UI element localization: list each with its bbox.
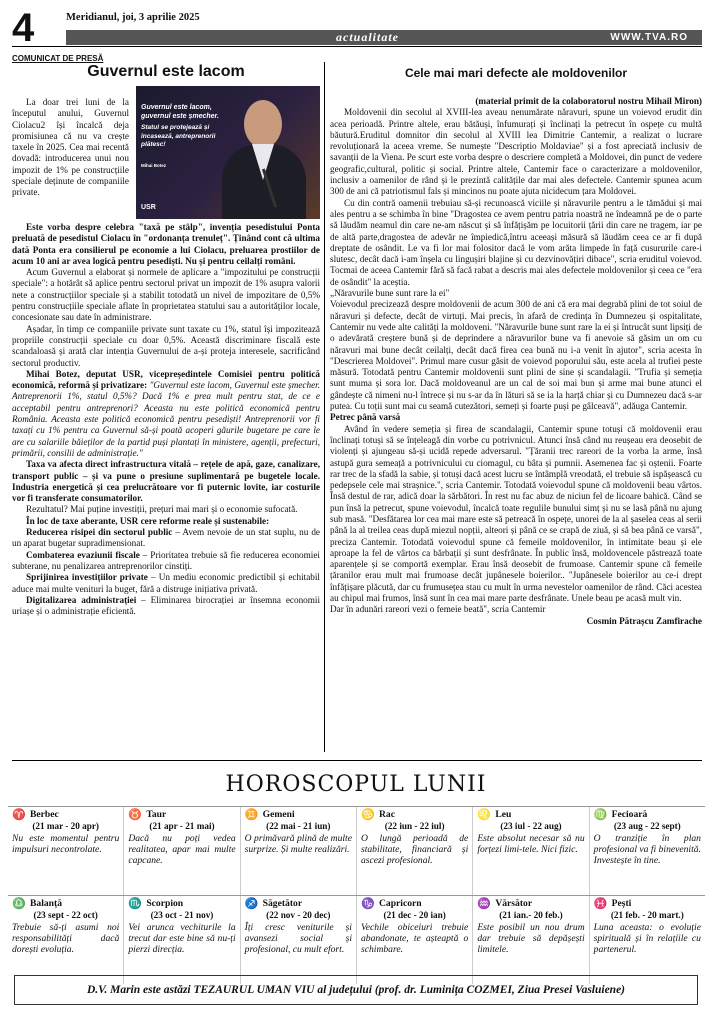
list-item: [12, 550, 320, 573]
publication-line: Meridianul, joi, 3 aprilie 2025: [66, 12, 200, 23]
list-item-heading: Reducerea risipei din sectorul public: [26, 527, 173, 538]
sign-text: O primăvară plină de multe surprize. Și multe realizări.: [244, 833, 352, 855]
sign-name: Scorpion: [146, 898, 184, 909]
footer-banner: D.V. Marin este astăzi TEZAURUL UMAN VIU al județului (prof. dr. Luminița COZMEI, Ziua Presei Vasluiene): [14, 975, 698, 1005]
list-item-text: – Avem nevoie de un stat suplu, nu de un aparat bugetar supradimensionat.: [12, 527, 320, 549]
list-item-heading: Digitalizarea administrației: [26, 594, 137, 605]
photo-caption: [141, 104, 221, 150]
sign-text: Dacă nu poți vedea realitatea, apar mai multe capcane.: [128, 833, 236, 866]
horoscope-sign: [589, 896, 705, 984]
left-article-body: [12, 222, 320, 617]
kicker: COMUNICAT DE PRESĂ: [12, 54, 104, 63]
photo-party-logo: USR: [141, 204, 156, 211]
list-item-text: – Eliminarea birocrației ar însemna economii uriașe și o administrație eficientă.: [12, 594, 321, 617]
sign-text: Este absolut necesar să nu forțezi limi-tele. Nici fizic.: [477, 833, 585, 855]
sign-text: Nu este momentul pentru impulsuri necontrolate.: [12, 833, 120, 855]
header-rule: [12, 46, 702, 47]
list-item-text: – Un mediu economic predictibil și echitabil aduce mai multe venituri la buget, fără a distruge inițiativa privată.: [12, 572, 320, 594]
sign-text: Trebuie să-ți asumi noi responsabilități dacă dorești evoluția.: [12, 922, 120, 955]
sign-name: Gemeni: [262, 809, 295, 820]
bold-paragraph: Taxa va afecta direct infrastructura vitală – rețele de apă, gaze, canalizare, transport public – și va pune o presiune suplimentară pe bugetele locale. Industria energetică și cea prelucrătoare vor fi puternic lovite, iar costurile vor fi transferate consumatorilor.: [12, 459, 320, 504]
sign-name: Capricorn: [378, 898, 422, 909]
horoscope-sign: [8, 896, 123, 984]
list-item-heading: Combaterea evaziunii fiscale: [26, 549, 140, 560]
column-divider: [324, 62, 325, 752]
pisces-icon: ♓: [593, 898, 608, 910]
list-item-text: – Prioritatea trebuie să fie reducerea economiei subterane, nu penalizarea antreprenorilor cinstiți.: [12, 549, 320, 571]
section-band: [66, 30, 702, 45]
horoscope-title: HOROSCOPUL LUNII: [225, 772, 487, 797]
horoscope-sign: [356, 807, 472, 895]
sign-dates: (21 apr - 21 mai): [149, 821, 215, 831]
paragraph: [12, 459, 320, 504]
sign-dates: (22 nov - 20 dec): [266, 910, 331, 920]
sign-dates: (21 ian.- 20 feb.): [499, 910, 563, 920]
quote: "Guvernul este lacom, Guvernul este șmecher. Antreprenorii 1%, statul 0,5%? Dacă 1% e prea mult pentru stat, de ce e acceptabil pentru antreprenori? Aceasta nu este politică economică pentru România. Aceasta este politică economică pentru pesediști! Antreprenorii vor fi taxați cu 1% pentru ca Guvernul să-și poată acoperi găurile bugetare pe care le are cu salariile băieților de la partid puși plantați în ministere, agenții, prefecturi, primării, consilii de administrație.": [12, 380, 321, 458]
horoscope-sign: [240, 807, 356, 895]
libra-icon: ♎: [12, 898, 26, 910]
bold-paragraph: În loc de taxe aberante, USR cere reforme reale și sustenabile:: [26, 515, 270, 526]
author-signature: Cosmin Pătrașcu Zamfirache: [586, 615, 702, 626]
article-photo: [136, 86, 320, 219]
horoscope-sign: [356, 896, 472, 984]
list-item: [12, 595, 320, 618]
section-name: actualitate: [336, 30, 399, 44]
paragraph: La doar trei luni de la începutul anului, Guvernul Ciolacu2 își încalcă deja promisiunea că nu va crește taxele în 2025. Cea mai recentă dovadă: introducerea unui nou impozit de 1% pe construcțiile speciale deținute de companiile private.: [12, 97, 129, 198]
gemini-icon: ♊: [244, 809, 259, 821]
left-article-intro: [12, 97, 129, 199]
sign-text: Luna aceasta: o evoluție spirituală și în relațiile cu partenerul.: [593, 922, 701, 955]
horoscope-grid: [8, 806, 705, 984]
website-link[interactable]: WWW.TVA.RO: [610, 32, 688, 43]
sign-name: Fecioară: [611, 809, 648, 820]
sign-text: O lungă perioadă de stabilitate, financiară și ascezi profesional.: [360, 833, 469, 866]
leo-icon: ♌: [477, 809, 492, 821]
source-note: (material primit de la colaboratorul nostru Mihail Miron): [475, 96, 702, 106]
sign-dates: (23 iul - 22 aug): [500, 821, 562, 831]
person-head: [244, 100, 282, 148]
sign-text: Îți cresc veniturile și avansezi social și profesional, cu mult efort.: [244, 922, 352, 955]
paragraph: Având în vedere semeția și firea de scandalagii, Cantemir spune totuși că moldovenii erau înclinați totuși să se înțeleagă din vorbe cu potrivnicul. Atunci însă când nu reușeau era deosebit de violenți și ajungeau să-și ucidă repede adversarul. "Țăranii trec rareori de la vorba la arme, însă astupă gura semeață a potrivnicului cu ciomagul, cu bâta și pumnii. Asemenea fac și oștenii. Foarte rar trec de la sfadă la sabie, și totuși dacă acest lucru se întâmplă vreodată, el trebuie să ispășească cu pedepsele cele mai strașnice.", scria Cantemir. Totodată voievodul spune că moldovenii beau vârtos. Însă destul de rar, adică doar la sărbători. În rest nu fac abuz de niciun fel de licoare bahică. Când se pun însă la petrecut, spune voievodul, încalcă toate regulile bunului simț și nu se lasă până nu ajung sub masă. "Desfătarea lor cea mai mare este să petreacă în ospețe, unorei de la al șaselea ceas al serii până la al treilea ceas după miezul nopții, alteori și până ce se crapă de ziuă, și să bea până ce varsă", preciza Cantemir. Totodată voievodul spune că femeile moldovenilor, în intimitate beau și ele aproape la fel de vârtos ca bărbații și sunt desfrânate. În public însă, moldovencele păstrează toate aparențele și se comportă exemplar. Erau însă deosebit de frumoase. Cantemir spune că femeile țăranilor erau mult mai frumoase decât jupânesele boierilor.. "Jupânesele boierilor au ce-i drept înfățișare plăcută, dar cu frumusețea stau cu mult în urma nevestelor oamenilor de rând. Căci acestea au chipul mai frumos, însă sunt în cea mai mare parte desfrânate. Unele beau pe acasă mult vin.: [330, 423, 702, 604]
sign-text: O tranziție în plan profesional va fi binevenită. Investește în tine.: [593, 833, 701, 866]
sign-name: Pești: [611, 898, 632, 909]
paragraph: Acum Guvernul a elaborat și normele de aplicare a "impozitului pe construcții speciale": a hotărât să aplice pentru sectorul privat un impozit de 1% asupra valorii nete a construcțiilor speciale și a stabilit totodată un nivel de impozitare de 0,5% pentru construcțiile speciale aflate în proprietatea statului sau a autorităților locale, concesionate sau date în administrare.: [12, 267, 320, 323]
horoscope-row: [8, 806, 705, 895]
photo-caption-secondary: Statul se protejează și încasează, antreprenorii plătesc!: [141, 124, 216, 148]
paragraph: [12, 516, 320, 527]
virgo-icon: ♍: [593, 809, 608, 821]
aries-icon: ♈: [12, 809, 26, 821]
sign-dates: (22 iun - 22 iul): [384, 821, 445, 831]
sign-text: Vechile obiceiuri trebuie abandonate, te așteaptă o schimbare.: [360, 922, 469, 955]
sign-name: Taur: [146, 809, 167, 820]
horoscope-sign: [8, 807, 123, 895]
horoscope-rule: [12, 760, 702, 761]
horoscope-sign: [589, 807, 705, 895]
page-number: 4: [12, 6, 35, 50]
paragraph: [12, 222, 320, 267]
sign-dates: (22 mai - 21 iun): [266, 821, 331, 831]
subheading-quote: „Năravurile bune sunt rare la ei": [330, 288, 450, 299]
closing-quote: Dar în adunări rareori vezi o femeie beată", scria Cantemir: [330, 604, 546, 615]
sign-name: Săgetător: [262, 898, 303, 909]
sign-name: Vărsător: [495, 898, 533, 909]
speaker-intro: Mihai Botez, deputat USR, vicepreședintele Comisiei pentru politică economică, reformă și privatizare:: [12, 368, 320, 391]
paragraph: Așadar, în timp ce companiile private sunt taxate cu 1%, statul își impozitează propriile construcții speciale cu doar 0,5%. Această discriminare fiscală este scandaloasă și arată clar intenția Guvernului de a-și proteja interesele, sacrificând sectorul productiv.: [12, 323, 320, 368]
sign-text: Este posibil un nou drum dar trebuie să depășești limitele.: [477, 922, 585, 955]
subheading: Petrec până varsă: [330, 412, 401, 423]
right-article-body: [330, 96, 702, 627]
list-item-heading: Sprijinirea investițiilor private: [26, 572, 148, 583]
sign-dates: (21 mar - 20 apr): [32, 821, 99, 831]
horoscope-sign: [123, 807, 239, 895]
sign-dates: (21 dec - 20 ian): [383, 910, 446, 920]
paragraph: Moldovenii din secolul al XVIII-lea aveau nenumărate năravuri, spune un voievod erudit din acea perioadă. Printre altele, erau bătăuși, înfumurați și înclinați la petrecut în ospețe cu multă băutură.Eruditul domnitor din secolul al XVIII lea Dimitrie Cantemir, a realizat o lucrare revoluționară la aceea vreme. Se numește "Descriptio Moldaviae" și a fost apreciată inclusiv de savanții de la Viena. Pe scurt este vorba despre o descriere completă a Moldovei, din punct de vedere geografic,cultural, politic și social. Printre altele, Cantemir face o caracterizare a moldovenilor, inclusiv a oamenilor de rând și le prezintă calitățile dar mai ales defectele. Cantemir spunea acum 300 de ani că patriotismul fals și mincinos nu poate ajuta nicidecum țara Moldovei.: [330, 107, 702, 197]
sign-name: Berbec: [30, 809, 59, 820]
sign-dates: (23 sept - 22 oct): [33, 910, 98, 920]
bold-paragraph: Este vorba despre celebra "taxă pe stâlp", invenția pesedistului Ponta preluată de pesedistul Ciolacu în "ordonanța trenuleț". Ținând cont că ultima dată Ponta era consilierul pe economie a lui Ciolacu, preluarea prostiilor de acum 10 ani ar avea logică pentru pesediști. Nu și pentru ceilalți români.: [12, 222, 320, 266]
horoscope-sign: [472, 896, 588, 984]
sign-name: Balanță: [30, 898, 62, 909]
paragraph: [12, 369, 320, 459]
capricorn-icon: ♑: [360, 898, 375, 910]
paragraph: Voievodul precizează despre moldovenii de acum 300 de ani că era mai degrabă plini de tot soiul de năravuri și defecte, decât de virtuți. Mai precis, în afară de credința în Dumnezeu și ospitalitate, Cantemir nu vede alte calități la moldoveni. "Năravurile bune sunt rare la ei și întrucât sunt lipsiți de o adevărată creștere bună și de deprindere a năravurilor bune va fi anevoie să găsim un om cu năravuri mai bune decât ceilalți, decât dacă firea cea bună nu i-a venit în ajutor", scria acesta în "Descrierea Moldovei". Primul mare cusur găsit de voievod poporului său, este acela al trufiei peste măsură. Totodată pentru Cantemir moldovenii sunt plini de sine și scandalagii. "Trufia și semeția sunt muma și sora lor. Dacă moldoveanul are un cal de soi mai bun și arme mai bune atunci el gândește că nimeni nu-l întrece și nu s-ar da în lături să se ia la harță chiar și cu Dumnezeu dacă s-ar putea. Cu toții sunt mai cu seamă cutezători, semeți și foarte puși pe gâlceavă", adăuga Cantemir.: [330, 299, 702, 412]
aquarius-icon: ♒: [477, 898, 492, 910]
horoscope-row: [8, 895, 705, 984]
taurus-icon: ♉: [128, 809, 143, 821]
horoscope-sign: [240, 896, 356, 984]
sign-dates: (23 aug - 22 sept): [613, 821, 681, 831]
sign-text: Vei arunca vechiturile la trecut dar este bine să nu-ți pierzi direcția.: [128, 922, 236, 955]
article-title-left: Guvernul este lacom: [87, 63, 245, 80]
sagittarius-icon: ♐: [244, 898, 259, 910]
photo-caption-main: Guvernul este lacom, guvernul este șmecher.: [141, 104, 219, 120]
list-item: [12, 527, 320, 550]
article-title-right: Cele mai mari defecte ale moldovenilor: [404, 66, 628, 80]
sign-name: Leu: [495, 809, 512, 820]
horoscope-sign: [472, 807, 588, 895]
horoscope-sign: [123, 896, 239, 984]
list-item: [12, 572, 320, 595]
photo-person-name: Mihai Botez: [141, 163, 167, 168]
scorpio-icon: ♏: [128, 898, 143, 910]
paragraph: Cu din contră oamenii trebuiau să-și recunoască viciile și năravurile pentru a le tămădui și mai ales pentru a se schimba în bine "Dragostea ce avem pentru patria noastră ne îndeamnă pe de o parte să lăudăm neamul din care ne-am născut și să înfățișăm pe locuitorii țării din care ne tragem, iar pe de altă parte,dragostea de adevăr ne împiedică,întru aceeași măsură să lăudăm ceea ce ar fi după dreptate de osândit. Le va fi lor mai folositor dacă le vom arăta limpede în față cusururile care-i slutesc, decât dacă i-am înșela cu lingușiri blajine și cu dezvinovățiri dibace", scria eruditul voievod. Tocmai de aceea Cantemir fără să facă rabat a descris mai ales defectele moldovenilor și ceea ce "era de osândit" la aceștia.: [330, 197, 702, 287]
sign-dates: (21 feb. - 20 mart.): [610, 910, 684, 920]
sign-name: Rac: [378, 809, 395, 820]
cancer-icon: ♋: [360, 809, 375, 821]
sign-dates: (23 oct - 21 nov): [150, 910, 214, 920]
paragraph: Rezultatul? Mai puține investiții, prețuri mai mari și o economie sufocată.: [26, 504, 298, 515]
